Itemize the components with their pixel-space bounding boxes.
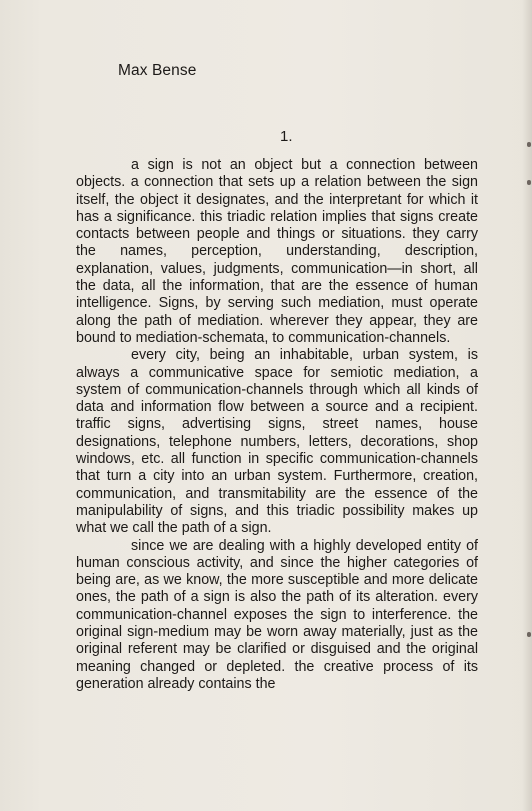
page-edge-mark: [527, 180, 531, 185]
paragraph-3: since we are dealing with a highly developed entity of human conscious activity, and since the higher categories of being are, as we know, the more susceptible and more delicate ones, the path of a sign is also the path of its alteration. every communication-channel exposes the sign to interference. the original sign-medium may be worn away materially, just as the original referent may be clarified or disguised and the original meaning changed or depleted. the creative process of its generation already contains the: [76, 537, 478, 692]
page-edge-mark: [527, 632, 531, 637]
author-name: Max Bense: [118, 62, 197, 79]
page-edge-shadow: [522, 0, 532, 811]
paragraph-1: a sign is not an object but a connection between objects. a connection that sets up a relation between the sign itself, the object it designates, and the interpretant for which it has a significance. this triadic relation implies that signs create contacts between people and things or situations. they carry the names, perception, understanding, description, explanation, values, judgments, communication—in short, all the data, all the information, that are the essence of human intelligence. Signs, by serving such mediation, must operate along the path of mediation. wherever they appear, they are bound to mediation-schemata, to communication-channels.: [76, 157, 478, 346]
paragraph-2: every city, being an inhabitable, urban system, is always a communicative space for semiotic mediation, a system of communication-channels through which all kinds of data and information flow between a source and a recipient. traffic signs, advertising signs, street names, house designations, telephone numbers, letters, decorations, shop windows, etc. all function in specific communication-channels that turn a city into an urban system. Furthermore, creation, communication, and transmitability are the essence of the manipulability of signs, and this triadic possibility makes up what we call the path of a sign.: [76, 347, 478, 537]
section-number: 1.: [280, 128, 293, 145]
page-edge-mark: [527, 142, 531, 147]
body-text: [76, 157, 478, 693]
